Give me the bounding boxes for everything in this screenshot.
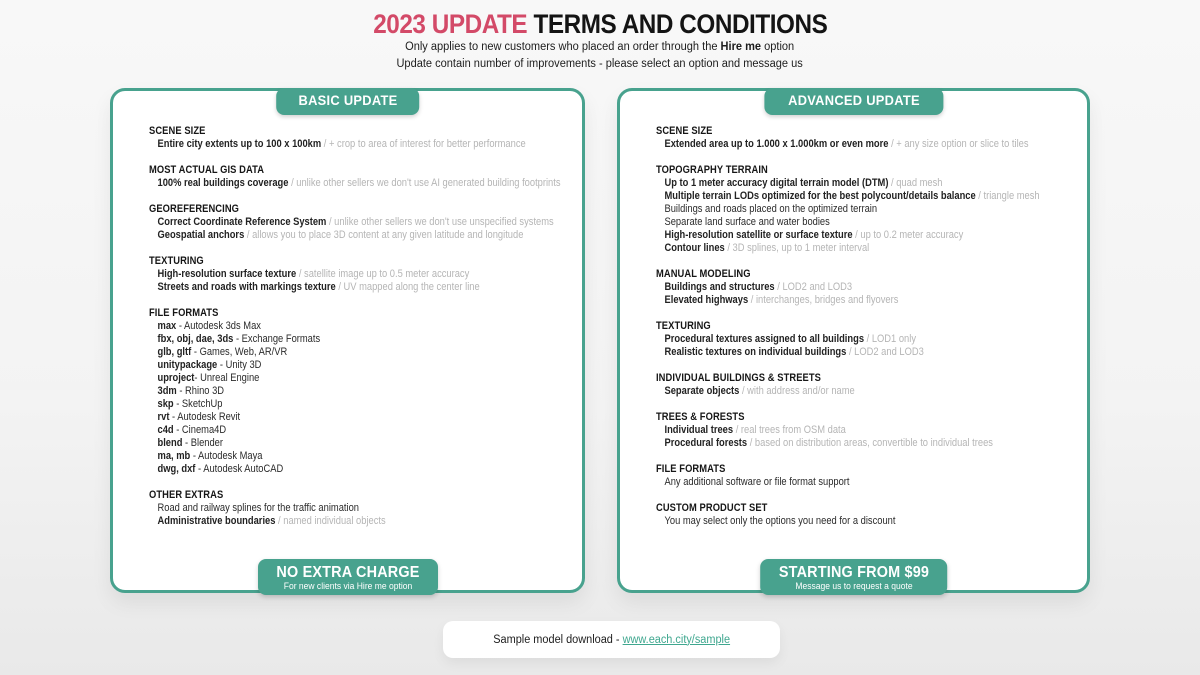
feature-main: Buildings and structures [664, 281, 775, 293]
price-badge [760, 559, 948, 595]
feature-item [656, 138, 1029, 151]
section-texturing [656, 320, 1017, 359]
section-heading: FILE FORMATS [149, 307, 219, 319]
feature-main: skp [157, 398, 174, 410]
section-custom-product-set [656, 502, 1017, 528]
section-most-actual-gis-data [149, 164, 561, 190]
feature-note: UV mapped along the center line [343, 281, 480, 293]
price-badge-title: STARTING FROM $99 [778, 564, 929, 581]
slash-separator: / [739, 385, 748, 397]
section-texturing [149, 255, 512, 294]
slash-separator: / [288, 177, 297, 189]
feature-main: dwg, dxf [157, 463, 196, 475]
feature-note: LOD2 and LOD3 [854, 346, 924, 358]
slash-separator: / [244, 229, 253, 241]
feature-main: max [157, 320, 177, 332]
slash-separator: / [733, 424, 741, 436]
panel-title-badge-label: BASIC UPDATE [298, 92, 397, 108]
feature-main: Extended area up to 1.000 x 1.000km or even more [664, 138, 889, 150]
title-rest: TERMS AND CONDITIONS [533, 9, 828, 39]
feature-note: LOD1 only [871, 333, 917, 345]
feature-item [656, 424, 1017, 437]
feature-main: Contour lines [664, 242, 725, 254]
slash-separator: / [888, 177, 897, 189]
section-heading: TEXTURING [656, 320, 711, 332]
feature-main: High-resolution satellite or surface texture [664, 229, 853, 241]
page-title [373, 11, 827, 38]
subtitle-1-bold: Hire me [720, 41, 762, 53]
section-heading: INDIVIDUAL BUILDINGS & STREETS [656, 372, 821, 384]
feature-main: Buildings and roads placed on the optimized terrain [664, 203, 878, 215]
feature-desc: - Autodesk Maya [190, 450, 263, 462]
feature-main: High-resolution surface texture [157, 268, 297, 280]
feature-desc: - Unreal Engine [194, 372, 260, 384]
slash-separator: / [326, 216, 335, 228]
slash-separator: / [975, 190, 984, 202]
feature-note: unlike other sellers we don't use AI generated building footprints [296, 177, 561, 189]
feature-item [149, 515, 512, 528]
feature-main: uproject [157, 372, 195, 384]
feature-desc: - Exchange Formats [233, 333, 321, 345]
feature-desc: - SketchUp [173, 398, 223, 410]
slash-separator: / [864, 333, 872, 345]
section-heading: TEXTURING [149, 255, 204, 267]
feature-main: Elevated highways [664, 294, 749, 306]
feature-item [149, 229, 524, 242]
feature-note: LOD2 and LOD3 [782, 281, 853, 293]
feature-sections [656, 125, 1081, 541]
sample-download-bar [443, 621, 780, 658]
feature-desc: - Autodesk Revit [169, 411, 241, 423]
feature-item [149, 138, 526, 151]
feature-main: Administrative boundaries [157, 515, 276, 527]
feature-desc: - Autodesk AutoCAD [195, 463, 284, 475]
feature-item [149, 398, 512, 411]
section-heading: CUSTOM PRODUCT SET [656, 502, 768, 514]
feature-item [149, 268, 512, 281]
feature-main: Geospatial anchors [157, 229, 245, 241]
feature-main: ma, mb [157, 450, 191, 462]
feature-main: rvt [157, 411, 170, 423]
feature-item [656, 216, 1017, 229]
feature-main: Individual trees [664, 424, 734, 436]
panel-title-badge-label: ADVANCED UPDATE [787, 92, 920, 108]
slash-separator: / [852, 229, 861, 241]
feature-item [656, 177, 1017, 190]
feature-item [656, 346, 1017, 359]
feature-main: 3dm [157, 385, 177, 397]
section-heading: MANUAL MODELING [656, 268, 751, 280]
title-accent: 2023 UPDATE [372, 9, 527, 39]
feature-item [656, 476, 1017, 489]
feature-main: Any additional software or file format support [664, 476, 850, 488]
feature-item [656, 385, 1017, 398]
feature-item [656, 242, 1017, 255]
feature-item [149, 385, 512, 398]
section-individual-buildings-streets [656, 372, 1017, 398]
feature-item [656, 515, 1017, 528]
feature-item [149, 346, 512, 359]
section-heading: SCENE SIZE [149, 125, 206, 137]
feature-item [656, 333, 1017, 346]
feature-item [656, 190, 1040, 203]
section-georeferencing [149, 203, 554, 242]
feature-item [149, 450, 512, 463]
feature-desc: - Games, Web, AR/VR [191, 346, 288, 358]
feature-note: unlike other sellers we don't use unspecified systems [334, 216, 554, 228]
feature-item [656, 203, 1017, 216]
panel-title-badge [276, 88, 420, 115]
section-file-formats [656, 463, 1017, 489]
slash-separator: / [335, 281, 344, 293]
feature-item [149, 320, 512, 333]
feature-main: Entire city extents up to 100 x 100km [157, 138, 322, 150]
feature-main: Separate objects [664, 385, 740, 397]
feature-main: Realistic textures on individual buildings [664, 346, 847, 358]
section-heading: SCENE SIZE [656, 125, 713, 137]
feature-item [149, 372, 512, 385]
feature-main: unitypackage [157, 359, 218, 371]
price-badge-subtitle: For new clients via Hire me option [283, 581, 412, 591]
page-header [0, 11, 1200, 71]
panel-advanced-update [617, 88, 1090, 593]
feature-main: 100% real buildings coverage [157, 177, 289, 189]
slash-separator: / [275, 515, 284, 527]
feature-item [149, 281, 512, 294]
feature-note: allows you to place 3D content at any given latitude and longitude [252, 229, 524, 241]
section-heading: GEOREFERENCING [149, 203, 240, 215]
feature-main: Procedural textures assigned to all buildings [664, 333, 865, 345]
feature-sections [149, 125, 576, 541]
feature-item [656, 294, 1017, 307]
feature-desc: - Autodesk 3ds Max [176, 320, 261, 332]
feature-desc: - Unity 3D [217, 359, 262, 371]
feature-note: with address and/or name [747, 385, 855, 397]
feature-note: up to 0.2 meter accuracy [860, 229, 964, 241]
subtitle-line-1 [0, 38, 1200, 55]
price-badge-subtitle: Message us to request a quote [794, 581, 913, 591]
panel-title-badge [764, 88, 943, 115]
feature-item [149, 359, 512, 372]
subtitle-1-post: option [761, 41, 795, 53]
section-scene-size [149, 125, 526, 151]
feature-item [149, 463, 512, 476]
price-badge-title: NO EXTRA CHARGE [275, 564, 420, 581]
section-trees-forests [656, 411, 1017, 450]
feature-note: named individual objects [283, 515, 386, 527]
feature-note: + any size option or slice to tiles [896, 138, 1029, 150]
feature-main: glb, gltf [157, 346, 192, 358]
feature-item [656, 229, 1017, 242]
feature-main: fbx, obj, dae, 3ds [157, 333, 234, 345]
feature-item [149, 177, 561, 190]
feature-main: c4d [157, 424, 174, 436]
slash-separator: / [888, 138, 897, 150]
feature-main: Procedural forests [664, 437, 748, 449]
slash-separator: / [748, 294, 756, 306]
sample-label: Sample model download - [493, 633, 623, 646]
price-badge [258, 559, 438, 595]
feature-note: interchanges, bridges and flyovers [755, 294, 899, 306]
section-file-formats [149, 307, 512, 476]
feature-item [149, 424, 512, 437]
feature-item [149, 437, 512, 450]
slash-separator: / [321, 138, 330, 150]
feature-desc: - Blender [182, 437, 223, 449]
panel-basic-update [110, 88, 585, 593]
slash-separator: / [774, 281, 783, 293]
feature-main: Streets and roads with markings texture [157, 281, 336, 293]
feature-note: quad mesh [896, 177, 943, 189]
feature-main: You may select only the options you need for a discount [664, 515, 896, 527]
feature-main: Separate land surface and water bodies [664, 216, 830, 228]
section-manual-modeling [656, 268, 1017, 307]
subtitle-1-pre: Only applies to new customers who placed an order through the [405, 41, 721, 53]
feature-note: satellite image up to 0.5 meter accuracy [304, 268, 470, 280]
feature-desc: - Cinema4D [173, 424, 227, 436]
sample-link[interactable]: www.each.city/sample [622, 633, 730, 646]
slash-separator: / [747, 437, 755, 449]
slash-separator: / [846, 346, 855, 358]
feature-main: Multiple terrain LODs optimized for the best polycount/details balance [664, 190, 976, 202]
feature-item [149, 411, 512, 424]
feature-note: based on distribution areas, convertible to individual trees [754, 437, 993, 449]
feature-item [149, 502, 512, 515]
feature-item [149, 216, 554, 229]
slash-separator: / [724, 242, 733, 254]
section-heading: TOPOGRAPHY TERRAIN [656, 164, 768, 176]
feature-item [656, 437, 1017, 450]
section-scene-size [656, 125, 1029, 151]
section-heading: MOST ACTUAL GIS DATA [149, 164, 265, 176]
feature-item [656, 281, 1017, 294]
section-heading: OTHER EXTRAS [149, 489, 224, 501]
feature-note: + crop to area of interest for better performance [329, 138, 526, 150]
section-other-extras [149, 489, 512, 528]
feature-main: Up to 1 meter accuracy digital terrain model (DTM) [664, 177, 889, 189]
section-heading: TREES & FORESTS [656, 411, 745, 423]
feature-main: Road and railway splines for the traffic animation [157, 502, 359, 514]
feature-note: triangle mesh [983, 190, 1040, 202]
feature-note: 3D splines, up to 1 meter interval [732, 242, 870, 254]
subtitle-line-2: Update contain number of improvements - please select an option and message us [396, 57, 804, 70]
feature-note: real trees from OSM data [740, 424, 846, 436]
feature-main: blend [157, 437, 183, 449]
feature-desc: - Rhino 3D [176, 385, 225, 397]
section-topography-terrain [656, 164, 1040, 255]
section-heading: FILE FORMATS [656, 463, 726, 475]
feature-item [149, 333, 512, 346]
slash-separator: / [296, 268, 305, 280]
feature-main: Correct Coordinate Reference System [157, 216, 327, 228]
